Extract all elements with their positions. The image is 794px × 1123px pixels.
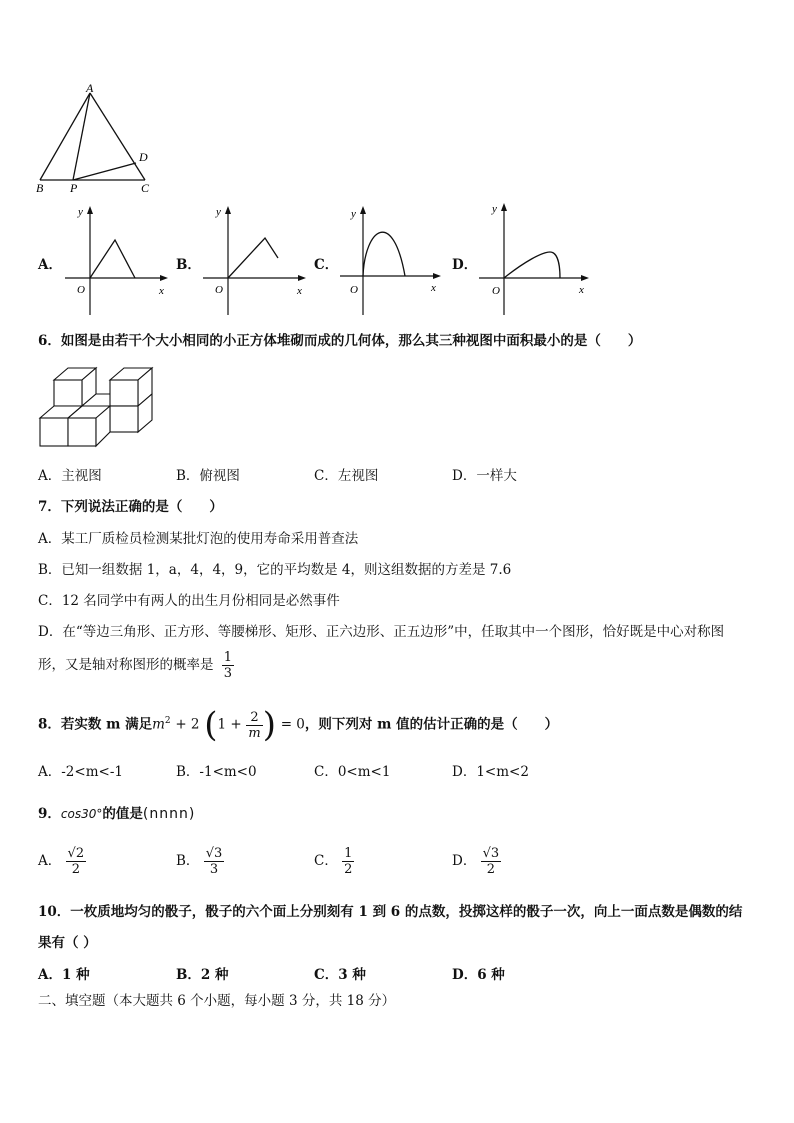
q8-post: ，则下列对 m 值的估计正确的是（ ） xyxy=(304,716,559,733)
q9-c-num: 1 xyxy=(344,846,353,861)
q5-option-a-letter[interactable]: A． xyxy=(38,257,62,273)
q9-a-fraction xyxy=(66,846,87,877)
q7-stem: 7．下列说法正确的是（ ） xyxy=(38,499,223,515)
q8-m: m xyxy=(152,716,165,733)
q7-option-b[interactable]: B．已知一组数据 1，a，4，4，9，它的平均数是 4，则这组数据的方差是 7.6 xyxy=(38,562,512,578)
q5c-o: O xyxy=(350,284,358,296)
q7-d-text: 形，又是轴对称图形的概率是 xyxy=(38,657,214,673)
q7-option-a[interactable]: A．某工厂质检员检测某批灯泡的使用寿命采用普查法 xyxy=(38,531,359,547)
q9-a-den: 2 xyxy=(71,862,80,877)
q10-option-a[interactable]: A．1 种 xyxy=(38,967,90,983)
q8-fraction xyxy=(246,710,262,741)
q9-pre: 9． xyxy=(38,806,61,822)
q9-a-letter: A． xyxy=(38,853,62,869)
q6-stem: 6．如图是由若干个大小相同的小正方体堆砌而成的几何体，那么其三种视图中面积最小的是（ ） xyxy=(38,333,642,349)
q5-graph-b[interactable] xyxy=(198,203,308,323)
q7-option-c[interactable]: C．12 名同学中有两人的出生月份相同是必然事件 xyxy=(38,593,340,609)
q5-option-b-letter[interactable]: B． xyxy=(176,257,201,273)
q10-option-c[interactable]: C．3 种 xyxy=(314,967,366,983)
q8-option-d[interactable]: D．1<m<2 xyxy=(452,764,529,780)
q9-post: 的值是 xyxy=(102,806,143,822)
q8-eq: = 0 xyxy=(280,716,305,733)
q9-d-num: √3 xyxy=(482,846,500,861)
q9-cos: cos30° xyxy=(60,807,103,821)
q5a-x: x xyxy=(159,285,164,297)
q8-frac-den: m xyxy=(248,725,261,741)
q9-c-letter: C． xyxy=(314,853,338,869)
q9-b-den: 3 xyxy=(209,862,219,877)
q9-b-letter: B． xyxy=(176,853,200,869)
q5d-x: x xyxy=(579,284,584,296)
q5b-y: y xyxy=(216,206,221,218)
q10-stem-line2: 果有（ ） xyxy=(38,935,97,951)
q8-plus: + 2 xyxy=(175,716,200,733)
q5b-o: O xyxy=(215,284,223,296)
label-P: P xyxy=(70,181,78,195)
q8-stem: 8．若实数 m 满足$m^2 + 2$ (1 + $\frac{2}{m}$ ) = 0，则下列对 m 值的估计正确的是（ ） xyxy=(38,705,559,745)
q9-option-c[interactable] xyxy=(314,846,354,877)
label-B: B xyxy=(36,181,44,195)
q9-a-num: √2 xyxy=(67,846,85,861)
q7-option-d-line1[interactable]: D．在“等边三角形、正方形、等腰梯形、矩形、正六边形、正五边形”中，任取其中一个图形，恰好既是中心对称图 xyxy=(38,624,725,640)
triangle-figure xyxy=(30,80,170,195)
q5-option-c-letter[interactable]: C． xyxy=(314,257,339,273)
q5-graph-c[interactable] xyxy=(335,203,445,323)
q8-option-b[interactable]: B．-1<m<0 xyxy=(176,764,257,780)
q5a-o: O xyxy=(77,284,85,296)
q5c-y: y xyxy=(351,208,356,220)
q6-cube-figure xyxy=(38,364,158,452)
q9-stem xyxy=(38,805,195,823)
q8-option-a[interactable]: A．-2<m<-1 xyxy=(38,764,123,780)
q8-option-c[interactable]: C．0<m<1 xyxy=(314,764,391,780)
q10-stem-line1: 10．一枚质地均匀的骰子，骰子的六个面上分别刻有 1 到 6 的点数，投掷这样的骰子一次，向上一面点数是偶数的结 xyxy=(38,904,743,920)
q5-graph-d[interactable] xyxy=(474,200,594,322)
q5b-x: x xyxy=(297,285,302,297)
q7-d-fraction xyxy=(222,650,234,681)
q7-option-d-line2[interactable] xyxy=(38,650,234,681)
q10-option-d[interactable]: D．6 种 xyxy=(452,967,505,983)
q5a-y: y xyxy=(78,206,83,218)
q8-oneplus: 1 + xyxy=(217,716,242,733)
q5d-y: y xyxy=(492,203,497,215)
q6-option-d[interactable]: D．一样大 xyxy=(452,468,517,484)
q9-paren: (nnnn) xyxy=(142,806,196,822)
q6-option-c[interactable]: C．左视图 xyxy=(314,468,379,484)
q9-option-a[interactable] xyxy=(38,846,86,877)
q8-pre: 8．若实数 m 满足 xyxy=(38,716,153,733)
q7-d-num: 1 xyxy=(223,650,233,665)
label-C: C xyxy=(141,181,150,195)
q5-graph-a[interactable] xyxy=(60,203,170,323)
q9-c-fraction xyxy=(342,846,354,877)
q9-d-fraction xyxy=(481,846,502,877)
q5d-o: O xyxy=(492,285,500,297)
q9-d-letter: D． xyxy=(452,853,477,869)
label-D: D xyxy=(139,150,148,164)
q5c-x: x xyxy=(431,282,436,294)
q5-option-d-letter[interactable]: D． xyxy=(452,257,478,273)
q9-c-den: 2 xyxy=(344,862,353,877)
q6-option-a[interactable]: A．主视图 xyxy=(38,468,102,484)
q9-option-d[interactable] xyxy=(452,846,501,877)
label-A: A xyxy=(86,81,94,95)
q9-d-den: 2 xyxy=(486,862,496,877)
q9-option-b[interactable] xyxy=(176,846,224,877)
q9-b-num: √3 xyxy=(205,846,223,861)
q10-option-b[interactable]: B．2 种 xyxy=(176,967,229,983)
q7-d-den: 3 xyxy=(223,666,233,681)
q8-sup: 2 xyxy=(164,716,171,726)
q9-b-fraction xyxy=(204,846,225,877)
q6-option-b[interactable]: B．俯视图 xyxy=(176,468,240,484)
section-2-heading: 二、填空题（本大题共 6 个小题，每小题 3 分，共 18 分） xyxy=(38,993,396,1009)
q8-frac-num: 2 xyxy=(246,710,262,726)
